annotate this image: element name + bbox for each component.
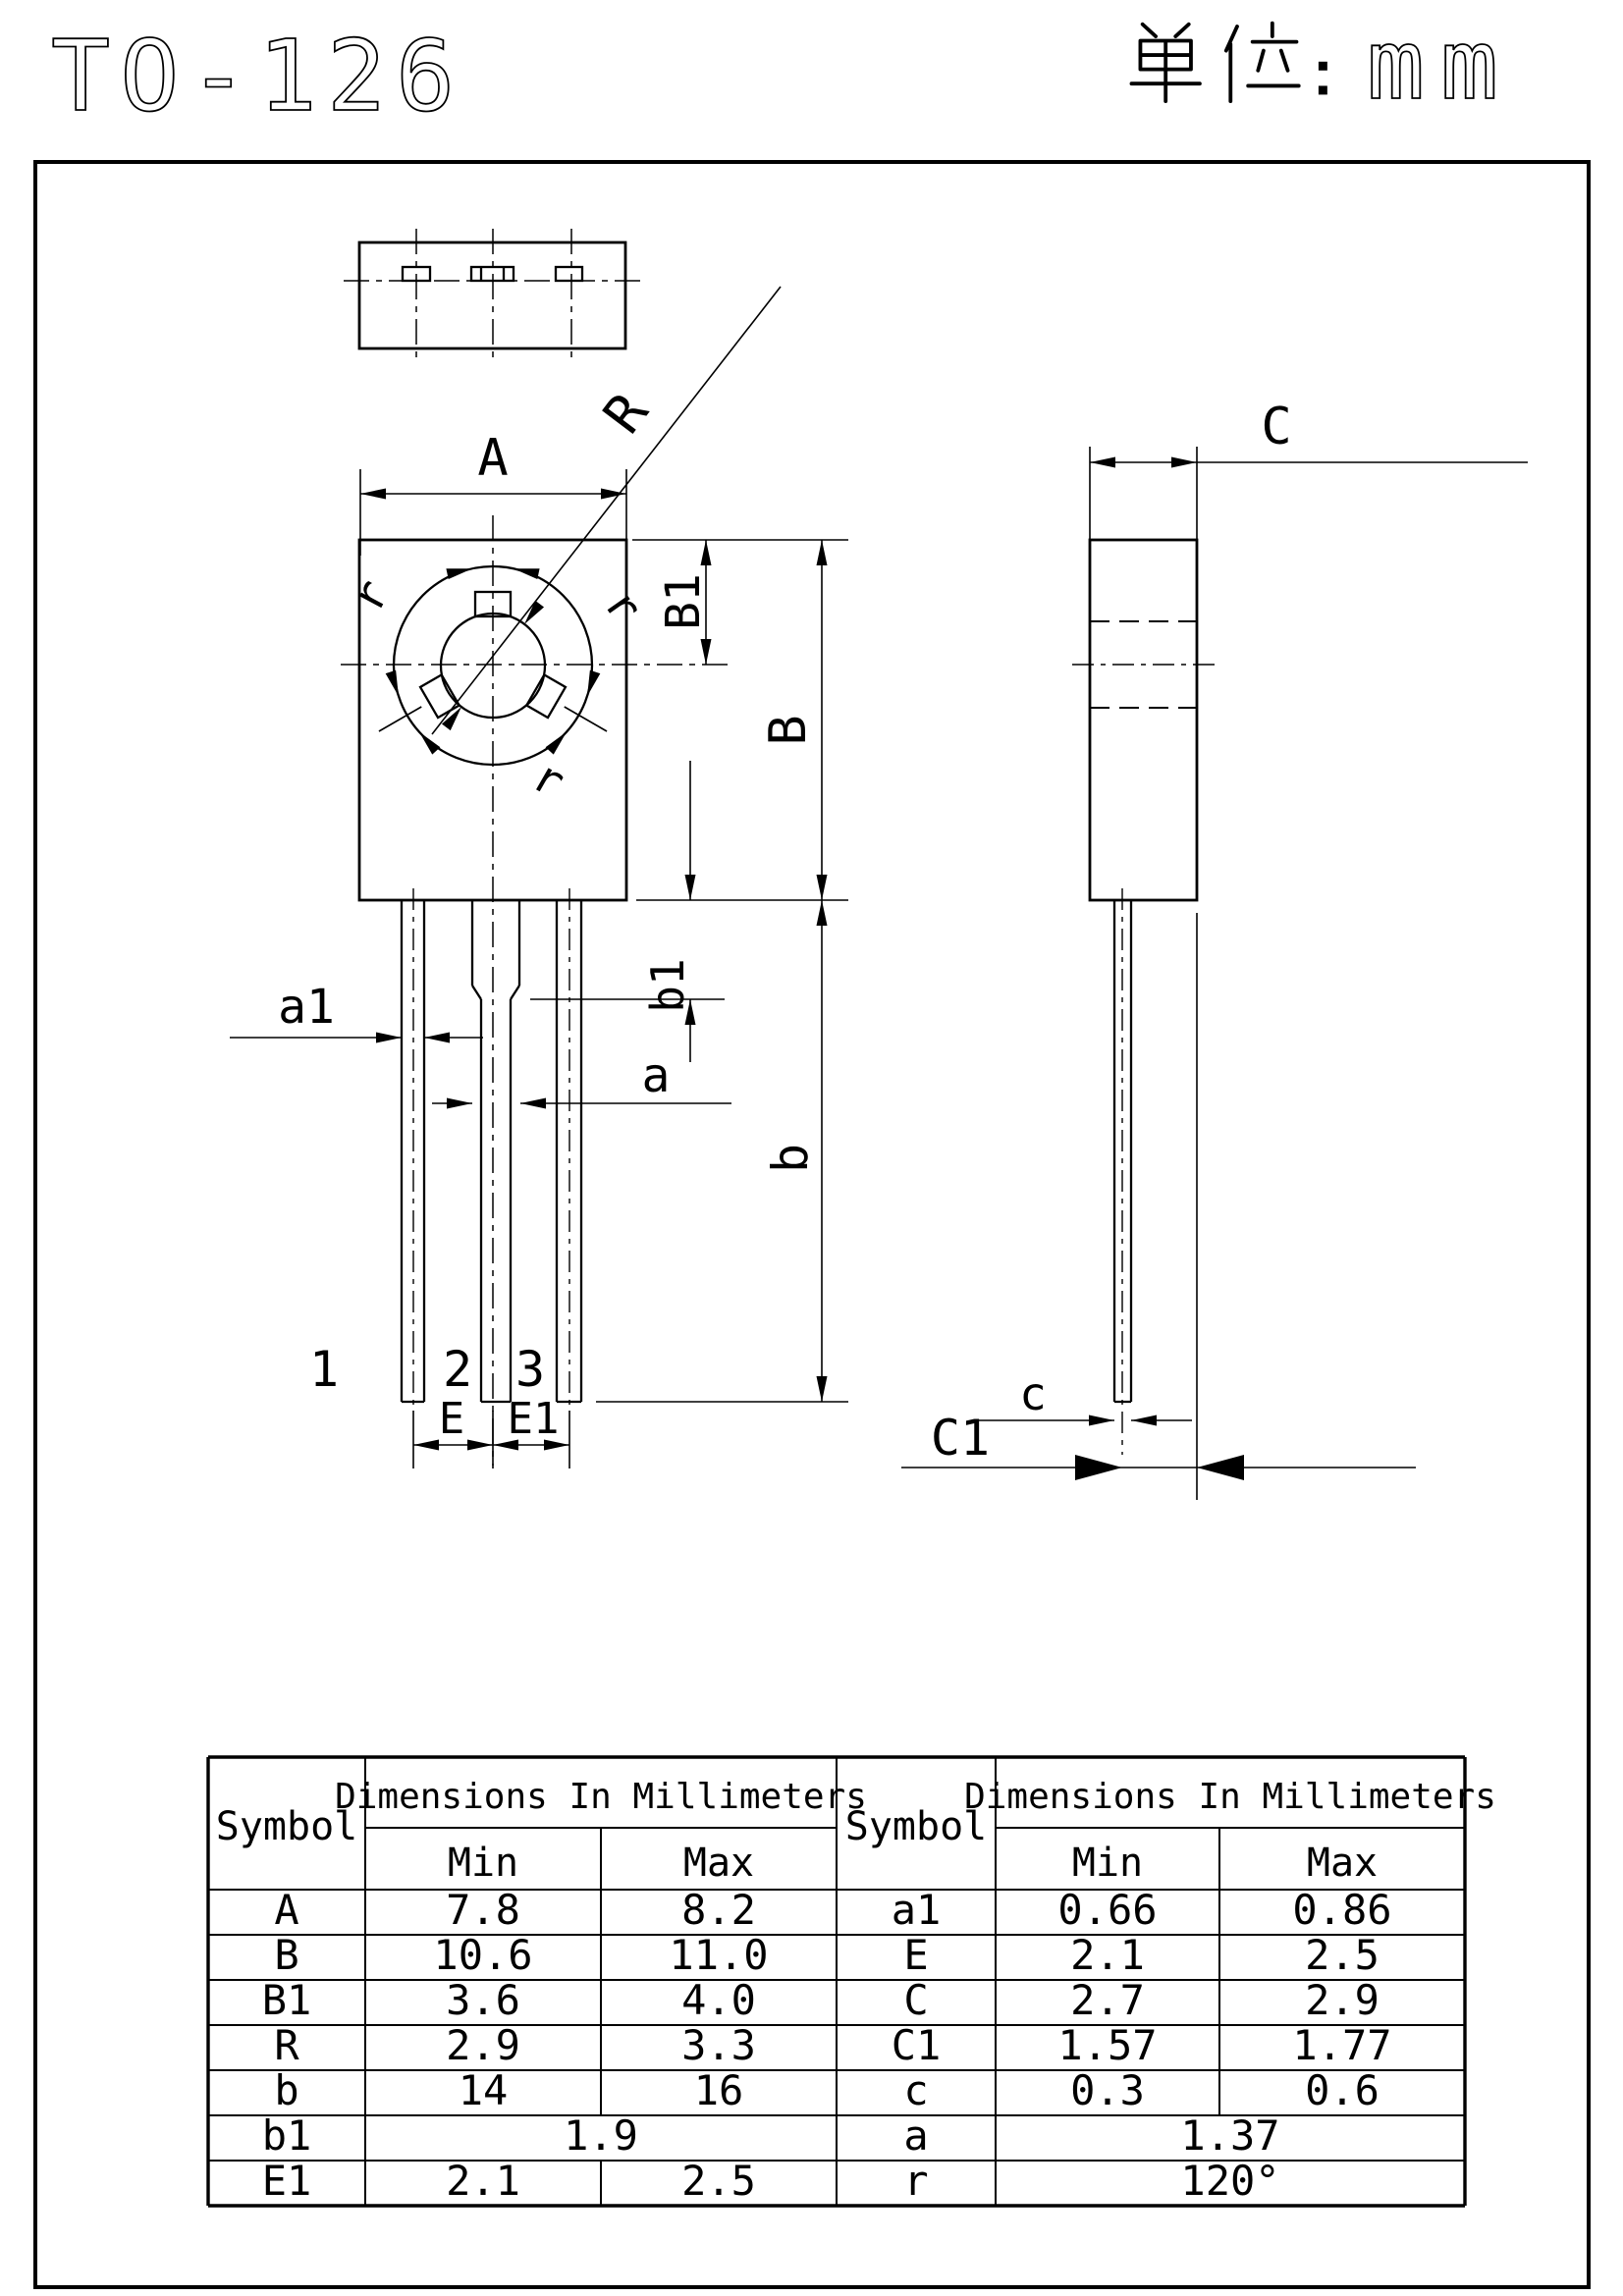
svg-text:1.9: 1.9 xyxy=(564,2111,638,2160)
dim-label-A: A xyxy=(477,429,509,488)
dim-b xyxy=(596,900,848,1402)
svg-text:C: C xyxy=(903,1976,929,2024)
svg-text:r: r xyxy=(903,2157,929,2205)
dim-label-r-left: r xyxy=(340,570,401,620)
svg-text:A: A xyxy=(274,1886,299,1934)
table-header-max-right: Max xyxy=(1306,1841,1379,1886)
svg-text:0.3: 0.3 xyxy=(1070,2066,1145,2114)
svg-text:B1: B1 xyxy=(261,1976,312,2024)
svg-text:7.8: 7.8 xyxy=(446,1886,520,1934)
svg-text:0.6: 0.6 xyxy=(1305,2066,1380,2114)
svg-text:1.57: 1.57 xyxy=(1057,2021,1158,2069)
dim-label-R: R xyxy=(591,381,661,445)
dim-label-E1: E1 xyxy=(507,1394,560,1444)
svg-text:2.5: 2.5 xyxy=(1305,1931,1380,1979)
dim-label-b1: b1 xyxy=(641,958,694,1013)
svg-text:B: B xyxy=(274,1931,299,1979)
svg-text:b1: b1 xyxy=(261,2111,312,2160)
dim-C xyxy=(1090,398,1528,552)
svg-text:10.6: 10.6 xyxy=(433,1931,533,1979)
svg-text:0.86: 0.86 xyxy=(1292,1886,1392,1934)
unit-label-cjk xyxy=(1131,24,1326,102)
dim-label-C: C xyxy=(1261,398,1292,456)
svg-text:C1: C1 xyxy=(891,2021,942,2069)
dim-label-E: E xyxy=(438,1394,465,1444)
pin-number-3: 3 xyxy=(514,1341,546,1398)
svg-text:2.9: 2.9 xyxy=(446,2021,520,2069)
svg-text:8.2: 8.2 xyxy=(681,1886,756,1934)
dimension-table xyxy=(208,1757,1496,2206)
unit-value: mm xyxy=(1367,10,1515,122)
page-title: TO-126 xyxy=(51,19,465,133)
table-header-symbol-left: Symbol xyxy=(215,1804,358,1849)
svg-text:2.5: 2.5 xyxy=(681,2157,756,2205)
svg-text:3.3: 3.3 xyxy=(681,2021,756,2069)
table-header-symbol-right: Symbol xyxy=(844,1804,988,1849)
svg-text:E1: E1 xyxy=(261,2157,312,2205)
svg-text:R: R xyxy=(274,2021,299,2069)
svg-text:2.1: 2.1 xyxy=(1070,1931,1145,1979)
dim-label-r-bottom: r xyxy=(523,748,574,809)
svg-text:11.0: 11.0 xyxy=(669,1931,769,1979)
table-header-min-right: Min xyxy=(1071,1841,1144,1886)
dim-label-r-right: r xyxy=(594,578,654,632)
side-view xyxy=(901,398,1528,1500)
svg-text:a1: a1 xyxy=(891,1886,942,1934)
svg-text:3.6: 3.6 xyxy=(446,1976,520,2024)
dim-E-E1 xyxy=(413,1394,569,1468)
svg-text:1.37: 1.37 xyxy=(1180,2111,1280,2160)
table-header-dimensions-left: Dimensions In Millimeters xyxy=(335,1777,867,1817)
package-body-side xyxy=(1090,540,1197,900)
svg-text:2.9: 2.9 xyxy=(1305,1976,1380,2024)
dim-label-B: B xyxy=(759,715,818,746)
top-view xyxy=(344,229,640,362)
dim-label-C1: C1 xyxy=(930,1410,991,1467)
svg-text:4.0: 4.0 xyxy=(681,1976,756,2024)
dim-a1 xyxy=(230,980,483,1043)
svg-text:1.77: 1.77 xyxy=(1292,2021,1392,2069)
dim-label-b: b xyxy=(762,1143,819,1174)
dim-label-a: a xyxy=(641,1048,671,1103)
front-leads xyxy=(402,888,581,1411)
dim-label-a1: a1 xyxy=(278,980,335,1035)
svg-text:2.1: 2.1 xyxy=(446,2157,520,2205)
table-header-max-left: Max xyxy=(682,1841,755,1886)
dim-B1 xyxy=(656,540,712,665)
dim-R xyxy=(432,287,781,734)
dim-label-c: c xyxy=(1019,1367,1047,1420)
table-header-dimensions-right: Dimensions In Millimeters xyxy=(964,1777,1496,1817)
dim-B xyxy=(759,540,828,900)
table-row xyxy=(892,1886,1392,2205)
svg-text:c: c xyxy=(903,2066,929,2114)
svg-text:16: 16 xyxy=(693,2066,744,2114)
table-row xyxy=(262,1886,769,2205)
side-lead xyxy=(1114,888,1131,1455)
svg-text:14: 14 xyxy=(458,2066,509,2114)
svg-text:2.7: 2.7 xyxy=(1070,1976,1145,2024)
pin-number-1: 1 xyxy=(308,1341,340,1398)
front-view xyxy=(230,287,848,1468)
dim-c xyxy=(979,1367,1192,1426)
dim-label-B1: B1 xyxy=(656,573,711,630)
table-header-min-left: Min xyxy=(447,1841,519,1886)
pin-number-2: 2 xyxy=(442,1341,473,1398)
svg-text:0.66: 0.66 xyxy=(1057,1886,1158,1934)
svg-text:120°: 120° xyxy=(1180,2157,1280,2205)
svg-text:b: b xyxy=(274,2066,299,2114)
svg-text:a: a xyxy=(903,2111,929,2160)
svg-text:E: E xyxy=(903,1931,929,1979)
